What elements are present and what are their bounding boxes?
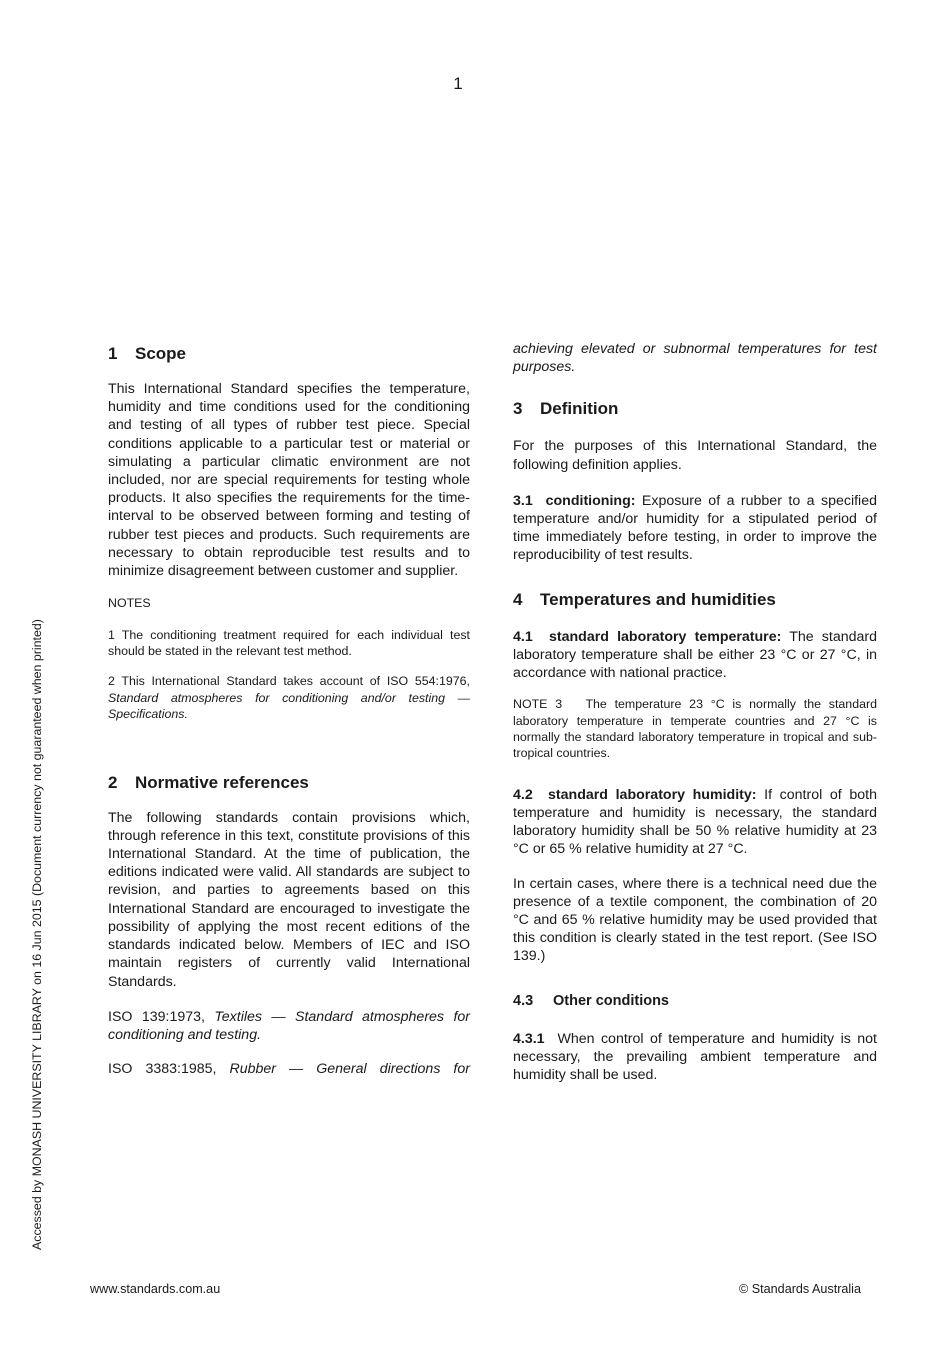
note-label: NOTE 3	[513, 697, 563, 712]
note-2-text: 2 This International Standard takes account of ISO 554:1976,	[108, 674, 470, 689]
clause-number: 4.1	[513, 628, 533, 645]
left-column	[108, 340, 470, 1078]
section-2-heading	[108, 772, 470, 794]
clause-number: 4.2	[513, 786, 533, 803]
reference-iso-139	[108, 1008, 470, 1044]
continued-text: achieving elevated or subnormal temperatures for test purposes.	[513, 341, 877, 376]
definition-text: Exposure of a rubber to a specified temperature and/or humidity for a stipulated period of time immediately before testing, in order to improve the reproducibility of test results.	[513, 492, 877, 564]
defined-term: standard laboratory humidity:	[548, 786, 757, 803]
section-title: Temperatures and humidities	[540, 589, 776, 609]
clause-text: The standard laboratory temperature shall be either 23 °C or 27 °C, in accordance with national practice.	[513, 628, 877, 682]
clause-4-1	[513, 628, 877, 683]
scope-paragraph: This International Standard specifies the temperature, humidity and time conditions used for the conditioning and testing of all types of rubber test piece. Special conditions applicable to a particular test or material or simulating a particular climatic environment are not included, nor are special requirements for testing whole products. It also specifies the requirements for the time-interval to be observed between forming and testing of rubber test pieces and products. Such requirements are necessary to obtain reproducible test results and to minimize disagreement between customer and supplier.	[108, 381, 470, 580]
definition-intro: For the purposes of this International Standard, the following definition applies.	[513, 438, 877, 473]
clause-4-2-paragraph-2: In certain cases, where there is a technical need due the presence of a textile component, the combination of 20 °C and 65 % relative humidity may be used provided that this condition is clearly stated in the test report. (See ISO 139.)	[513, 875, 877, 965]
footer-website: www.standards.com.au	[90, 1282, 221, 1296]
section-title: Normative references	[135, 772, 309, 792]
definition-3-1	[513, 492, 877, 565]
reference-number: ISO 3383:1985,	[108, 1061, 230, 1078]
section-title: Scope	[135, 344, 187, 363]
clause-text: If control of both temperature and humidity is necessary, the standard laboratory humidity shall be 50 % relative humidity at 23 °C or 65 % relative humidity at 27 °C.	[513, 786, 877, 858]
notes-heading: NOTES	[108, 596, 151, 611]
right-column	[513, 340, 877, 1085]
section-number: 2	[108, 772, 118, 792]
page-number: 1	[453, 74, 463, 93]
reference-iso-3383	[108, 1060, 470, 1078]
clause-4-2	[513, 786, 877, 859]
footer-copyright: © Standards Australia	[739, 1282, 861, 1296]
clause-title: Other conditions	[553, 992, 669, 1009]
section-number: 4	[513, 589, 523, 609]
clause-number: 4.3.1	[513, 1030, 545, 1047]
section-title: Definition	[540, 399, 619, 419]
clause-4-3-heading	[513, 992, 877, 1010]
defined-term: standard laboratory temperature:	[549, 628, 782, 645]
note-2	[108, 673, 470, 722]
note-1: 1 The conditioning treatment required for each individual test should be stated in the relevant test method.	[108, 627, 470, 659]
reference-title: Textiles — Standard atmospheres for conditioning and testing.	[108, 1008, 470, 1043]
clause-text: When control of temperature and humidity is not necessary, the prevailing ambient temperature and humidity shall be used.	[513, 1030, 877, 1084]
section-3-heading	[513, 398, 877, 420]
clause-number: 4.3	[513, 992, 534, 1009]
defined-term: conditioning:	[545, 492, 636, 509]
section-4-heading	[513, 589, 877, 611]
clause-4-3-1	[513, 1030, 877, 1085]
access-watermark: Accessed by MONASH UNIVERSITY LIBRARY on 16 Jun 2015 (Document currency not guaranteed when printed)	[30, 619, 44, 1250]
reference-title: Rubber — General directions for	[229, 1061, 470, 1078]
note-2-title: Standard atmospheres for conditioning and/or testing — Specifications.	[108, 690, 470, 722]
section-number: 3	[513, 399, 523, 419]
section-1-heading	[108, 343, 470, 365]
section-number: 1	[108, 344, 118, 363]
normative-paragraph: The following standards contain provisions which, through reference in this text, constitute provisions of this International Standard. At the time of publication, the editions indicated were valid. All standards are subject to revision, and parties to agreements based on this International Standard are encouraged to investigate the possibility of applying the most recent editions of the standards indicated below. Members of IEC and ISO maintain registers of currently valid International Standards.	[108, 809, 470, 990]
note-3	[513, 696, 877, 762]
reference-number: ISO 139:1973,	[108, 1008, 215, 1025]
note-text: The temperature 23 °C is normally the standard laboratory temperature in temperate countries and 27 °C is normally the standard laboratory temperature in tropical and sub-tropical countries.	[513, 697, 877, 761]
clause-number: 3.1	[513, 492, 533, 509]
